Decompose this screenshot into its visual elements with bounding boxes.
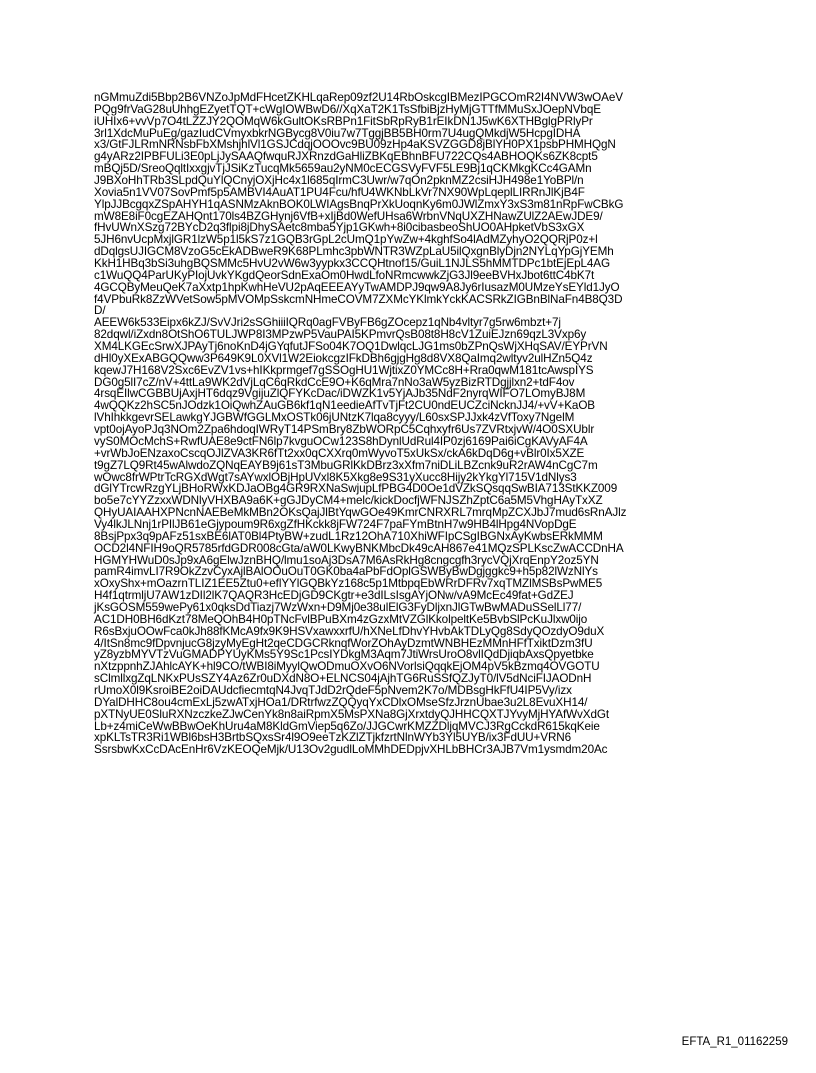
text-line: DG0g5lI7cZ/nV+4ttLa9WK2dVjLqC6qRkdCcE9O+K6qMra7nNo3aW5yzBizRTDgjjlxn2+tdF4ov xyxy=(94,375,575,389)
text-line: 4rsqEIlwCGBBUjAxjHT6dqz9VgijuZlQFYKcDac/iDWZK1v5YjAJb35NdF2nyrqWIFO7LOmyBJ8M xyxy=(94,387,586,401)
text-line: c1WuQQ4ParUKyPIojUvkYKgdQeorSdnExaOm0HwdLfoNRmcwwkZjG3Jl9eeBVHxJbot6ttC4bK7t xyxy=(94,268,595,282)
text-line: AC1DH0BH6dKzt78MeQOhB4H0pTNcFvlBPuBXm4zGzxMtVZGlKkolpeltKe5BvbSlPcKuJlxw0ijo xyxy=(94,612,588,626)
text-line: PQg9frVaG28uUhhgEZyetTQT+cWgIOWBwD6//XqXaT2K1TsSfbiBjzHyMjGTTfMMuSxJOepNVbqE xyxy=(94,102,601,116)
document-id-label: EFTA_R1_01162259 xyxy=(681,1036,788,1048)
text-line: wOwc8frWPtrTcRGXdWgt7sAYwxlOBjHpUVxl8K5Xkg8e9S31yXucc8Hijy2kYkgYl715V1dNlys3 xyxy=(94,470,577,484)
text-line: 5JH6nvUcpMxjlGR1lzW5p1l5kS7z1GQB3rGpL2cUmQ1pYwZw+4kghfSo4lAdMZyhyO2QQRjP0z+l xyxy=(94,233,598,247)
text-line: f4VPbuRk8ZzWVetSow5pMVOMpSskcmNHmeCOVM7ZXMcYKlmkYckKACSRkZIGBnBlNaFn4B8Q3D xyxy=(94,292,623,306)
text-line: DYalDHHC8ou4cmExLj5zwATxjHOa1/DRtrfwzZQQyqYxCDlxOMseSfzJrznUbae3u2L8EvuXH14/ xyxy=(94,695,588,709)
text-line: dGlYTrcwRzgYLjBHoRWxKDJaOBg4GR9RXNaSwjupLfPBG4D0Oe1dVZkSQsqqSwBIA713StKKZ009 xyxy=(94,482,618,496)
text-line: x3/GtFJLRmNRNsbFbXMshjhlVl1GSJCdqjOOOvc9BU09zHp4aKSVZGGD8jBlYH0PX1psbPHMHQgN xyxy=(94,138,616,152)
encoded-text-block xyxy=(94,92,774,756)
text-line: 4GCQByMeuQeK7aXxtp1hpKwhHeVU2pAqEEEAYyTwAMDPJ9qw9A8Jy6rIusazM0UMzeYsEYld1JyO xyxy=(94,280,620,294)
text-line: rUmoX0l9KsroiBE2oiDAUdcfiecmtqN4JvqTJdD2rQdeF5pNvem2K7o/MDBsgHkFfU4IP5Vy/izx xyxy=(94,683,572,697)
text-line: pXTNyUE0SluRXNzczkeZJwCenYk8n8aiRpmX5MsPXNa8GjXrxtdyQJHHCQXTJYvyMjHYAfWvXdGt xyxy=(94,707,610,721)
text-line: t9gZ7LQ9Rt45wAlwdoZQNqEAYB9j61sT3MbuGRlKkDBrz3xXfm7niDLiLBZcnk9uR2rAW4nCgC7m xyxy=(94,458,598,472)
text-line: vyS0MOcMchS+RwfUAE8e9ctFN6lp7kvguOCw123S8hDynlUdRul4IP0zj6169Pai6iCgKAVyAF4A xyxy=(94,434,588,448)
text-line: SsrsbwKxCcDAcEnHr6VzKEOQeMjk/U13Ov2gudlLoMMhDEDpjvXHLbBHCr3AJB7Vm1ysmdm20Ac xyxy=(94,743,608,757)
text-line: H4f1qtrmljU7AW1zDIl2lK7QAQR3HcEDjGD9CKgtr+e3dILsIsgAYjONw/vA9McEc49fat+GdZEJ xyxy=(94,589,574,603)
text-line: iUHIx6+vvVp7O4tLZZJY2QOMqW6kGultOKsRBPn1FitSbRpRyB1rEIkDN1J5wK6XTHBglgPRlyPr xyxy=(94,114,593,128)
text-line: bo5e7cYYZzxxWDNlyVHXBA9a6K+gGJDyCM4+melc/kickDocfjWFNJSZhZptC6a5M5VhgHAyTxXZ xyxy=(94,494,603,508)
text-line: R6sBxjuOOwFca0kJh88fKMcA9fx9K9HSVxawxxrfU/hXNeLfDhvYHvbAkTDLyQg8SdyQOzdyO9duX xyxy=(94,624,605,638)
text-line: 4wQQKz2hSC5nJOdzk1OiQwhZAuGB6kf1qN1eedieAfTvTjFt2CU0ndEUCZciNcknJJ4/+vV+KaOB xyxy=(94,399,596,413)
text-line: yZ8yzbMYVTzVuGMADPYUyKMs5Y9Sc1PcsIYDkgM3Aqm7JtiWrsUroO8vlIQdDjiqbAxsQpyetbke xyxy=(94,648,594,662)
text-line: xOxyShx+mOazrnTLIZ1EE5Ztu0+eflYYlGQBkYz168c5p1MtbpqEbWRrDFRv7xqTMZlMSBsPwME5 xyxy=(94,577,603,591)
text-line: nGMmuZdi5Bbp2B6VNZoJpMdFHcetZKHLqaRep09zf2U14RbOskcgIBMezIPGCOmR2I4NVW3wOAeV xyxy=(94,91,623,104)
text-line: dDqlgsUJIGCM8VzoG5cEkADBweR9K68PLmhc3pbWNTR3WZpLaU5ilQxgnBlyDjn2NYLqYpGjYEMh xyxy=(94,245,614,259)
text-line: jKsGOSM559wePy61x0qksDdTiazj7WzWxn+D9Mj0e38ulElG3FyDljxnJlGTwBwMADuSSelLl77/ xyxy=(94,600,582,614)
text-line: XM4LKGEcSrwXJPAyTj6noKnD4jGYqfutJFSo04K7OQ1DwlqcLJG1ms0bZPnQsWjXHqSAV/EYPrVN xyxy=(94,340,608,354)
text-line: fHvUWnXSzg72BYcD2q3flpi8jDhySAetc8mba5Yjp1GKwh+8i0cibasbeoShUO0AHpketVbS3xGX xyxy=(94,221,585,235)
text-line: lVhIhkkgevrSELawkgYJGBWfGGLMxOSTk06jUNtzK7lqa8cyyy/L60sxSPJJxk4zVfToxy7NgelM xyxy=(94,411,575,425)
text-line: nXtzppnhZJAhlcAYK+hl9CO/tWBI8iMyylQwODmuOXvO6NVorlsiQqqkEjOM4pV5kBzmq4OVGOTU xyxy=(94,660,600,674)
text-line: QHyUAIAAHXPNcnNAEBeMkMBn2OKsQajJlBtYqwGOe49KmrCNRXRL7mrqMpZCXJbJ7mud6sRnAJlz xyxy=(94,506,627,520)
text-line: OCD2l4NFIH9oQR5785rfdGDR008cGta/aW0LKwyBNKMbcDk49cAH867e41MQzSPLKscZwACCDnHA xyxy=(94,541,624,555)
text-line: Lb+z4miCeWwBBwOeKhUru4aM8KldGmViep5q6Zo/JJGCwrKMZZDljqMVCJ3RgCckdR615kqKeie xyxy=(94,719,600,733)
text-line: 4/ItSn8mc9fDpvnjucG8jzyMyEgHt2qeCDGCRknqfWorZOhAyDzmtWNBHEzMMnHFfTxiktDzm3fU xyxy=(94,636,593,650)
text-line: kqewJ7H168V2Sxc6EvZV1vs+hIKkprmgef7gSSOgHU1WjtixZ0YMCc8H+Rra0qwM181tcAwspIYS xyxy=(94,363,594,377)
text-line: Vy4lkJLNnj1rPIlJB61eGjypoum9R6xgZfHKckk8jFW724F7paFYmBtnH7w9HB4lHpg4NVopDgE xyxy=(94,517,577,531)
text-line: g4yARz2IPBFULi3E0pLjJySAAQfwquRJXRnzdGaHliZBKqEBhnBFU722CQs4ABHOQKs6ZK8cpt5 xyxy=(94,150,598,164)
text-line: mBQj5D/SreoQqltIxxgjvTjJSiKzTucqMk5659au2yNM0cECGSVyFVF5LE9Bj1qCKMkgKCc4GAMn xyxy=(94,162,592,176)
text-line: xpKLTsTR3Ri1WBl6bsH3BrtbSQxsSr4l9O9eeTzKZlZTjkfzrtNlnWYb3Yl5UYB/ix3FdUU+VRN6 xyxy=(94,731,572,745)
text-line: 3rl1XdcMuPuEg/gazIudCVmyxbkrNGBycg8V0iu7w7TggjBB5BH0rm7U4ugQMkdjW5HcpgIDHA xyxy=(94,126,581,140)
text-line: mW8E8iF0cgEZAHQnt170ls4BZGHynj6VfB+xIjBd0WefUHsa6WrbnVNqUXZHNawZUlZ2AEwJDE9/ xyxy=(94,209,603,223)
text-line: AEEW6k533Eipx6kZJ/SvVJri2sSGhiiiIQRq0agFVByFB6gZOcepz1qNb4vltyr7g5rw6mbzt+7j xyxy=(94,316,561,330)
text-line: sClmllxgZqLNKxPUsSZY4Az6Zr0uDXdN8O+ELNCS04jAjhTG6RuSSfQZJyT0/lV5dNciFIJAODnH xyxy=(94,672,592,686)
text-line: J9BXoHhTRb3SLpdQuYlQCnyjOXjHc4x1l685qIrmC3Uwr/w7qOn2pknMZ2csiHJH498e1YoBPl/n xyxy=(94,174,584,188)
text-line: YlpJJBcgqxZSpAHYH1qASNMzAknBOK0LWIAgsBnqPrXkUoqnKy6m0JWlZmxY3xS3m81nRpFwCBkG xyxy=(94,197,624,211)
text-line: 8BsjPpx3q9pAFz51sxBE6lAT0Bl4PtyBW+zudL1Rz12OhA710XhiWFIpCSgIBGNxAyKwbsERkMMM xyxy=(94,529,603,543)
text-line: HGMYHWuD0sJp9xA6gElwJznBHQ/lmu1soAj3DsA7M6AsRkHg8cngcgfh3rycVQjXrqEnpY2oz5YN xyxy=(94,553,599,567)
text-line: dHl0yXExABGQQww3P649K9L0XVl1W2EiokcgzIFkDBh6gjgHg8d8VX8QaImq2wltyv2ulHZn5Q4z xyxy=(94,351,593,365)
text-line: D/ xyxy=(94,304,106,318)
text-line: pamR4imvLI7R9OkZzvCyxAjlBAlOOuOuT0GK0ba4aPbFdOplGSWByBwDgjggkc9+h5p82lWzNlYs xyxy=(94,565,598,579)
text-line: Xovia5n1VV07SovPmf5p5AMBVI4AuAT1PU4Fcu/hfU4WKNbLkVr7NX90WpLqeplLIRRnJlKjB4F xyxy=(94,185,585,199)
text-line: KkH1HBq3bSi3uhgBQSMMc5HvU2vW6w3yypkx3CCQHtnof15/GuiL1NJLS5hMMTDPc1btEjEpL4AG xyxy=(94,257,610,271)
text-line: 82dqwl/iZxdn8OtShO6TULJWP8I3MPzwP5VauPAI5KPmvrQsB08t8H8cV1ZuiEJzn69qzL3Vxp6y xyxy=(94,328,587,342)
text-line: +vrWbJoENzaxoCscqOJlZVA3KR6fTt2xx0qCXXrq0mWyvoT5xUkSx/ckA6kDqD6g+vBlr0Ix5XZE xyxy=(94,446,585,460)
text-line: vpt0ojAyoPJq3NOm2Zpa6hdoqIWRyT14PSmBry8ZbWORpC5Cqhxyfr6Us7ZVRtxjvW/4O0SXUblr xyxy=(94,423,595,437)
